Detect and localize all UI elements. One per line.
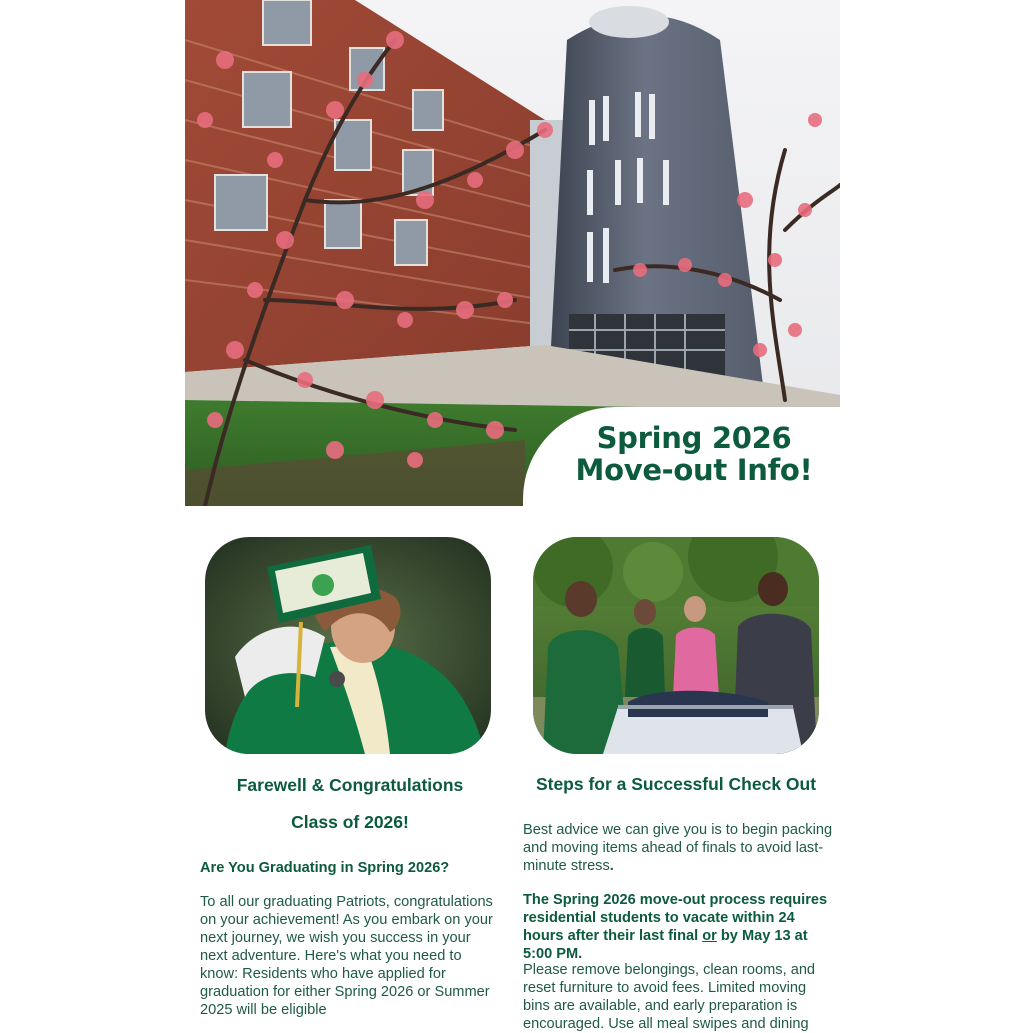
class-heading: Class of 2026!	[291, 812, 409, 832]
packing-advice-period: .	[609, 858, 614, 874]
checkout-instructions: Please remove belongings, clean rooms, and reset furniture to avoid fees. Limited moving bins are available, and early preparation is encouraged. Use all meal swipes and dining	[523, 962, 816, 1032]
graduating-subheading: Are You Graduating in Spring 2026?	[200, 860, 450, 876]
farewell-heading: Farewell & Congratulations	[236, 775, 464, 795]
deadline-text-a: The Spring 2026 move-out process requires residential students to vacate within 24 hours after their last final	[523, 892, 828, 944]
hero-title-line-2: Move-out Info!	[575, 453, 813, 487]
move-out-deadline	[523, 891, 838, 963]
deadline-or: or	[702, 928, 717, 944]
packing-advice-text: Best advice we can give you is to begin packing and moving items ahead of finals to avoid last-minute stress	[523, 822, 833, 874]
newsletter	[185, 0, 840, 1032]
hero-banner	[185, 0, 840, 506]
hero-title-line-1: Spring 2026	[596, 421, 792, 455]
checkout-heading: Steps for a Successful Check Out	[535, 774, 817, 794]
packing-advice	[523, 821, 833, 875]
deadline-text-b: by May 13 at 5:00 PM.	[523, 928, 808, 962]
hero-title	[523, 422, 840, 486]
graduate-photo	[205, 537, 491, 754]
move-out-students-photo	[533, 537, 819, 754]
graduating-body: To all our graduating Patriots, congratulations on your achievement! As you embark on your next journey, we wish you success in your next adventure. Here's what you need to know: Residents who have applied for graduation for either Spring 2026 or Summer 2025 will be eligible	[200, 894, 493, 1018]
